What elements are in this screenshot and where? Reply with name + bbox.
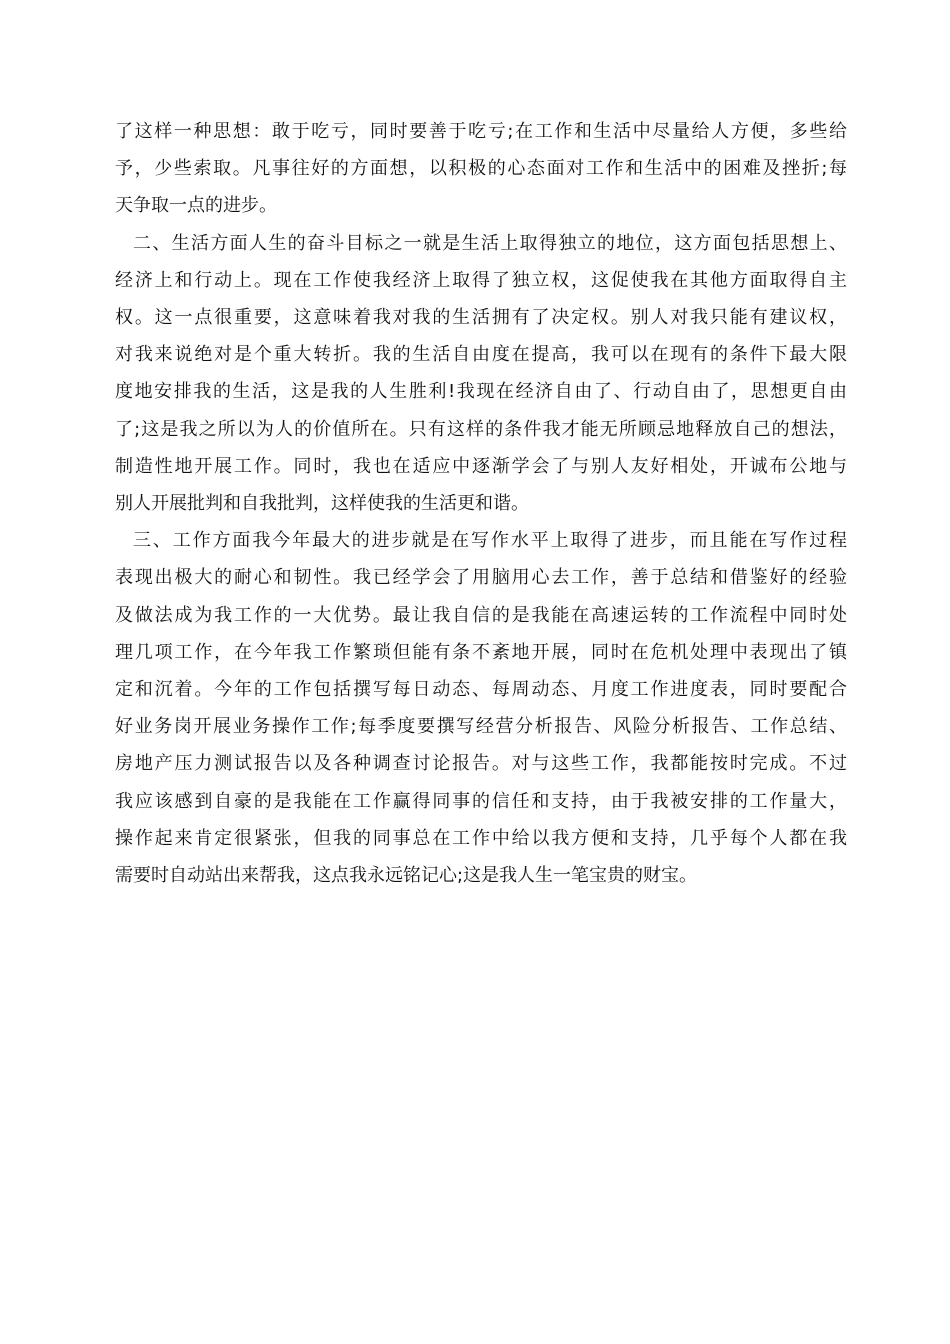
text-line: 权。这一点很重要，这意味着我对我的生活拥有了决定权。别人对我只能有建议权，: [115, 307, 847, 329]
text-line: 理几项工作，在今年我工作繁琐但能有条不紊地开展，同时在危机处理中表现出了镇: [115, 641, 847, 663]
text-line: 定和沉着。今年的工作包括撰写每日动态、每周动态、月度工作进度表，同时要配合: [115, 679, 847, 701]
text-line: 对我来说绝对是个重大转折。我的生活自由度在提高，我可以在现有的条件下最大限: [115, 344, 847, 366]
text-line: 操作起来肯定很紧张，但我的同事总在工作中给以我方便和支持，几乎每个人都在我: [115, 827, 847, 849]
text-line: 度地安排我的生活，这是我的人生胜利!我现在经济自由了、行动自由了，思想更自由: [115, 381, 847, 403]
paragraph-2: [115, 225, 847, 523]
text-line: 了这样一种思想：敢于吃亏，同时要善于吃亏;在工作和生活中尽量给人方便，多些给: [115, 121, 847, 142]
text-line: 表现出极大的耐心和韧性。我已经学会了用脑用心去工作，善于总结和借鉴好的经验: [115, 567, 847, 589]
text-line: 二、生活方面人生的奋斗目标之一就是生活上取得独立的地位，这方面包括思想上、: [133, 232, 847, 254]
document-body: [115, 113, 847, 894]
text-line: 别人开展批判和自我批判，这样使我的生活更和谐。: [115, 493, 529, 515]
text-line: 需要时自动站出来帮我，这点我永远铭记心;这是我人生一笔宝贵的财宝。: [115, 865, 698, 887]
text-line: 房地产压力测试报告以及各种调查讨论报告。对与这些工作，我都能按时完成。不过: [115, 753, 847, 775]
text-line: 及做法成为我工作的一大优势。最让我自信的是我能在高速运转的工作流程中同时处: [115, 604, 847, 626]
text-line: 了;这是我之所以为人的价值所在。只有这样的条件我才能无所顾忌地释放自己的想法，: [115, 418, 847, 440]
text-line: 天争取一点的进步。: [115, 195, 277, 217]
text-line: 制造性地开展工作。同时，我也在适应中逐渐学会了与别人友好相处，开诚布公地与: [115, 455, 847, 477]
text-line: 三、工作方面我今年最大的进步就是在写作水平上取得了进步，而且能在写作过程: [133, 530, 847, 552]
text-line: 我应该感到自豪的是我能在工作赢得同事的信任和支持，由于我被安排的工作量大，: [115, 790, 847, 812]
paragraph-3: [115, 522, 847, 894]
text-line: 予，少些索取。凡事往好的方面想，以积极的心态面对工作和生活中的困难及挫折;每: [115, 158, 847, 180]
text-line: 好业务岗开展业务操作工作;每季度要撰写经营分析报告、风险分析报告、工作总结、: [115, 716, 847, 738]
paragraph-1: [115, 113, 847, 225]
text-line: 经济上和行动上。现在工作使我经济上取得了独立权，这促使我在其他方面取得自主: [115, 269, 847, 291]
